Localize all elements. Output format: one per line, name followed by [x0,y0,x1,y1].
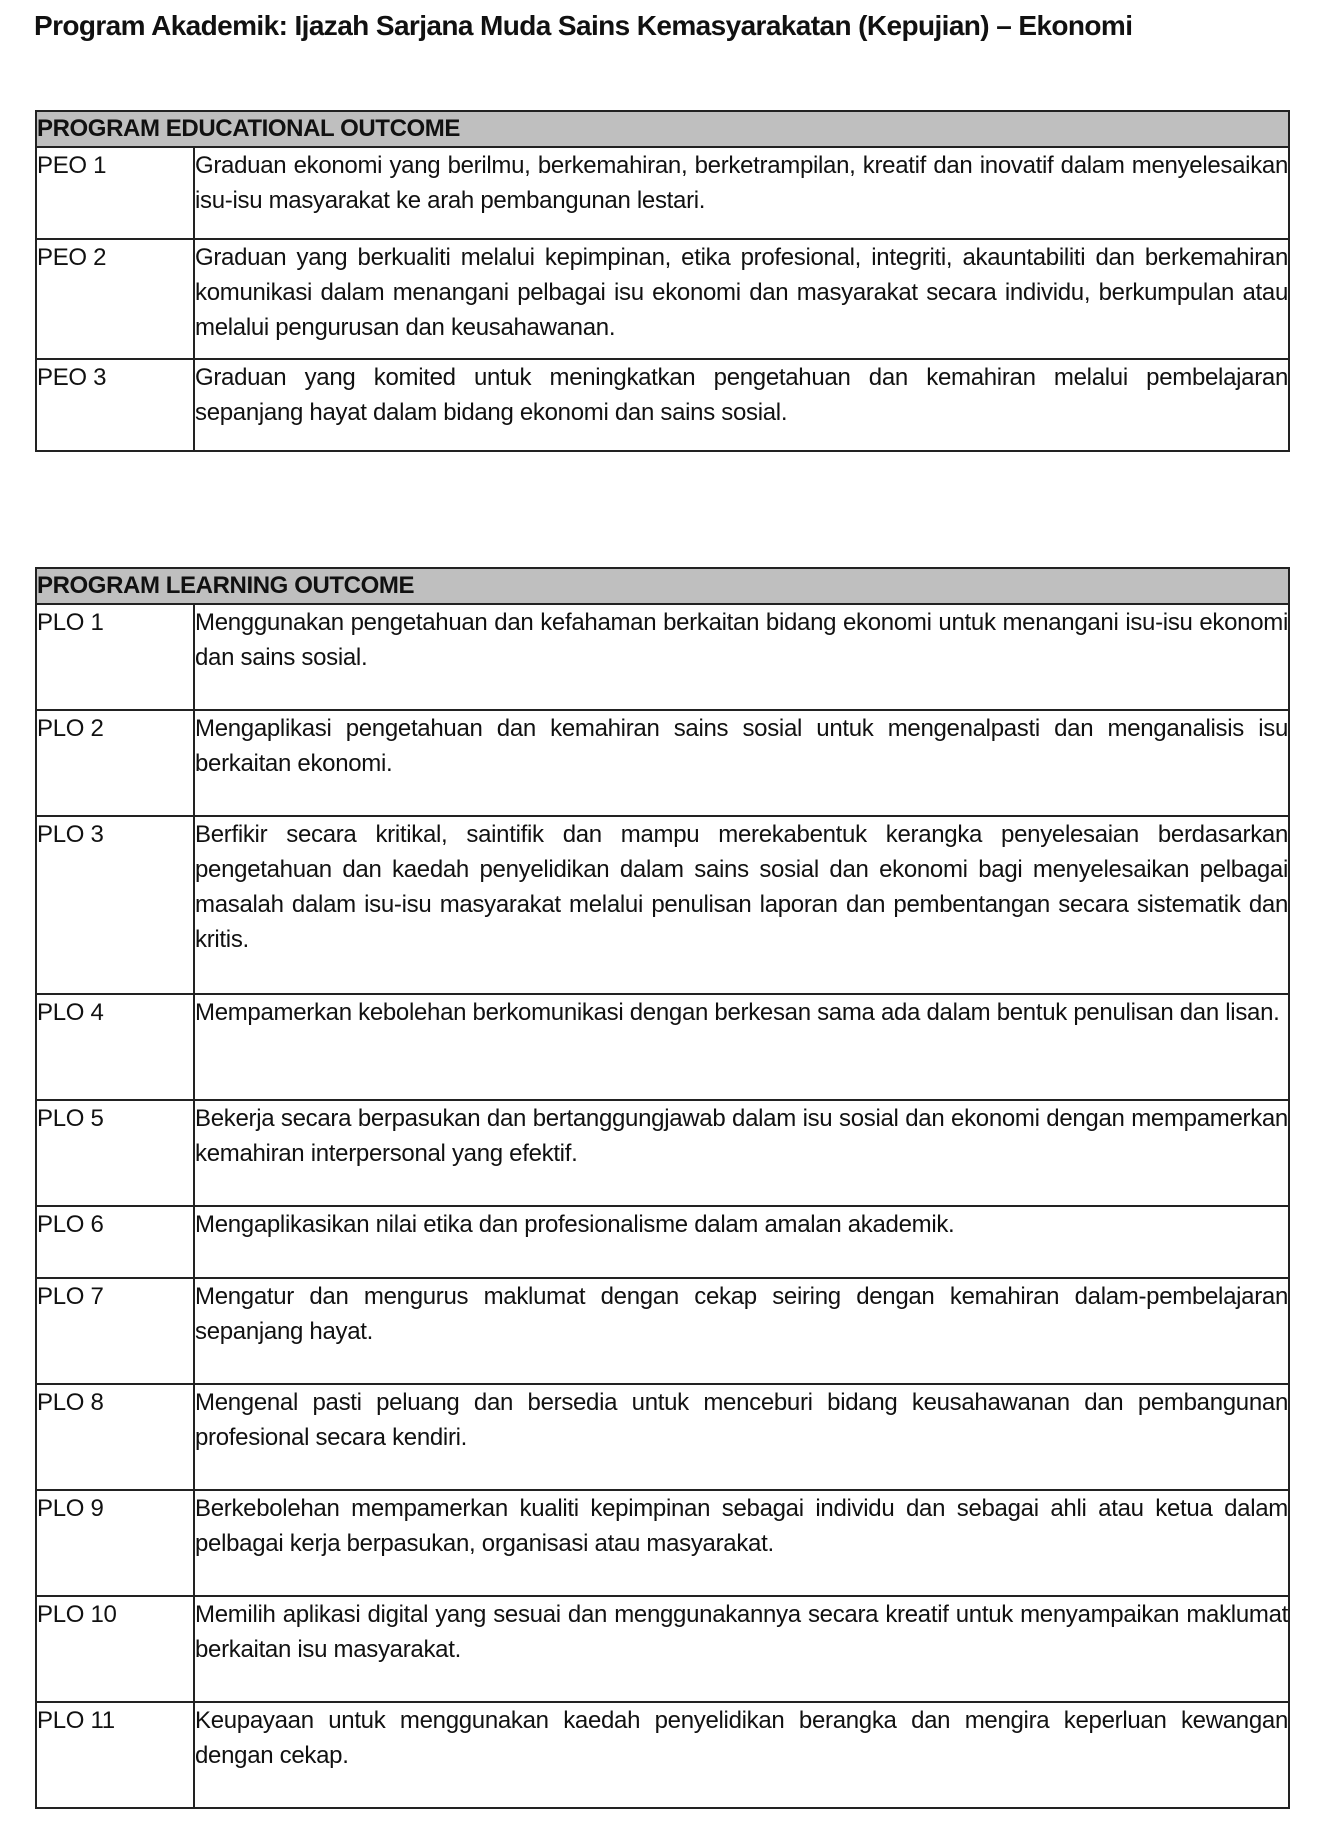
outcome-code: PLO 2 [36,710,194,816]
table-row [36,1596,1289,1702]
plo-table [35,567,1290,1809]
outcome-description: Memilih aplikasi digital yang sesuai dan menggunakannya secara kreatif untuk menyampaikan maklumat berkaitan isu masyarakat. [194,1596,1289,1702]
table-row [36,147,1289,239]
table-row [36,994,1289,1100]
outcome-code: PLO 5 [36,1100,194,1206]
plo-header-row [36,568,1289,604]
peo-table [35,110,1290,452]
outcome-description: Berfikir secara kritikal, saintifik dan mampu merekabentuk kerangka penyelesaian berdasarkan pengetahuan dan kaedah penyelidikan dalam sains sosial dan ekonomi bagi menyelesaikan pelbagai masalah dalam isu-isu masyarakat melalui penulisan laporan dan pembentangan secara sistematik dan kritis. [194,816,1289,994]
outcome-description: Keupayaan untuk menggunakan kaedah penyelidikan berangka dan mengira keperluan kewangan dengan cekap. [194,1702,1289,1808]
outcome-description: Mengaplikasi pengetahuan dan kemahiran sains sosial untuk mengenalpasti dan menganalisis isu berkaitan ekonomi. [194,710,1289,816]
outcome-description: Graduan ekonomi yang berilmu, berkemahiran, berketrampilan, kreatif dan inovatif dalam menyelesaikan isu-isu masyarakat ke arah pembangunan lestari. [194,147,1289,239]
outcome-description: Mengatur dan mengurus maklumat dengan cekap seiring dengan kemahiran dalam-pembelajaran sepanjang hayat. [194,1278,1289,1384]
outcome-description: Graduan yang berkualiti melalui kepimpinan, etika profesional, integriti, akauntabiliti dan berkemahiran komunikasi dalam menangani pelbagai isu ekonomi dan masyarakat secara individu, berkumpulan atau melalui pengurusan dan keusahawanan. [194,239,1289,359]
table-row [36,1206,1289,1278]
outcome-description: Mengenal pasti peluang dan bersedia untuk menceburi bidang keusahawanan dan pembangunan profesional secara kendiri. [194,1384,1289,1490]
outcome-code: PLO 3 [36,816,194,994]
plo-section-header: PROGRAM LEARNING OUTCOME [36,568,1289,604]
outcome-code: PEO 3 [36,359,194,451]
table-row [36,1100,1289,1206]
outcome-description: Bekerja secara berpasukan dan bertanggungjawab dalam isu sosial dan ekonomi dengan mempamerkan kemahiran interpersonal yang efektif. [194,1100,1289,1206]
outcome-code: PEO 1 [36,147,194,239]
outcome-code: PLO 11 [36,1702,194,1808]
table-row [36,359,1289,451]
outcome-code: PEO 2 [36,239,194,359]
outcome-code: PLO 8 [36,1384,194,1490]
outcome-code: PLO 6 [36,1206,194,1278]
table-row [36,1384,1289,1490]
outcome-code: PLO 10 [36,1596,194,1702]
peo-header-row [36,111,1289,147]
outcome-description: Mengaplikasikan nilai etika dan profesionalisme dalam amalan akademik. [194,1206,1289,1278]
outcome-code: PLO 9 [36,1490,194,1596]
table-row [36,1702,1289,1808]
peo-section-header: PROGRAM EDUCATIONAL OUTCOME [36,111,1289,147]
table-row [36,1278,1289,1384]
table-row [36,816,1289,994]
page-title: Program Akademik: Ijazah Sarjana Muda Sains Kemasyarakatan (Kepujian) – Ekonomi [34,10,1133,41]
table-row [36,710,1289,816]
table-row [36,239,1289,359]
table-row [36,1490,1289,1596]
outcome-code: PLO 1 [36,604,194,710]
outcome-description: Berkebolehan mempamerkan kualiti kepimpinan sebagai individu dan sebagai ahli atau ketua dalam pelbagai kerja berpasukan, organisasi atau masyarakat. [194,1490,1289,1596]
table-row [36,604,1289,710]
outcome-description: Mempamerkan kebolehan berkomunikasi dengan berkesan sama ada dalam bentuk penulisan dan lisan. [194,994,1289,1100]
outcome-code: PLO 4 [36,994,194,1100]
outcome-description: Graduan yang komited untuk meningkatkan pengetahuan dan kemahiran melalui pembelajaran sepanjang hayat dalam bidang ekonomi dan sains sosial. [194,359,1289,451]
outcome-description: Menggunakan pengetahuan dan kefahaman berkaitan bidang ekonomi untuk menangani isu-isu ekonomi dan sains sosial. [194,604,1289,710]
outcome-code: PLO 7 [36,1278,194,1384]
